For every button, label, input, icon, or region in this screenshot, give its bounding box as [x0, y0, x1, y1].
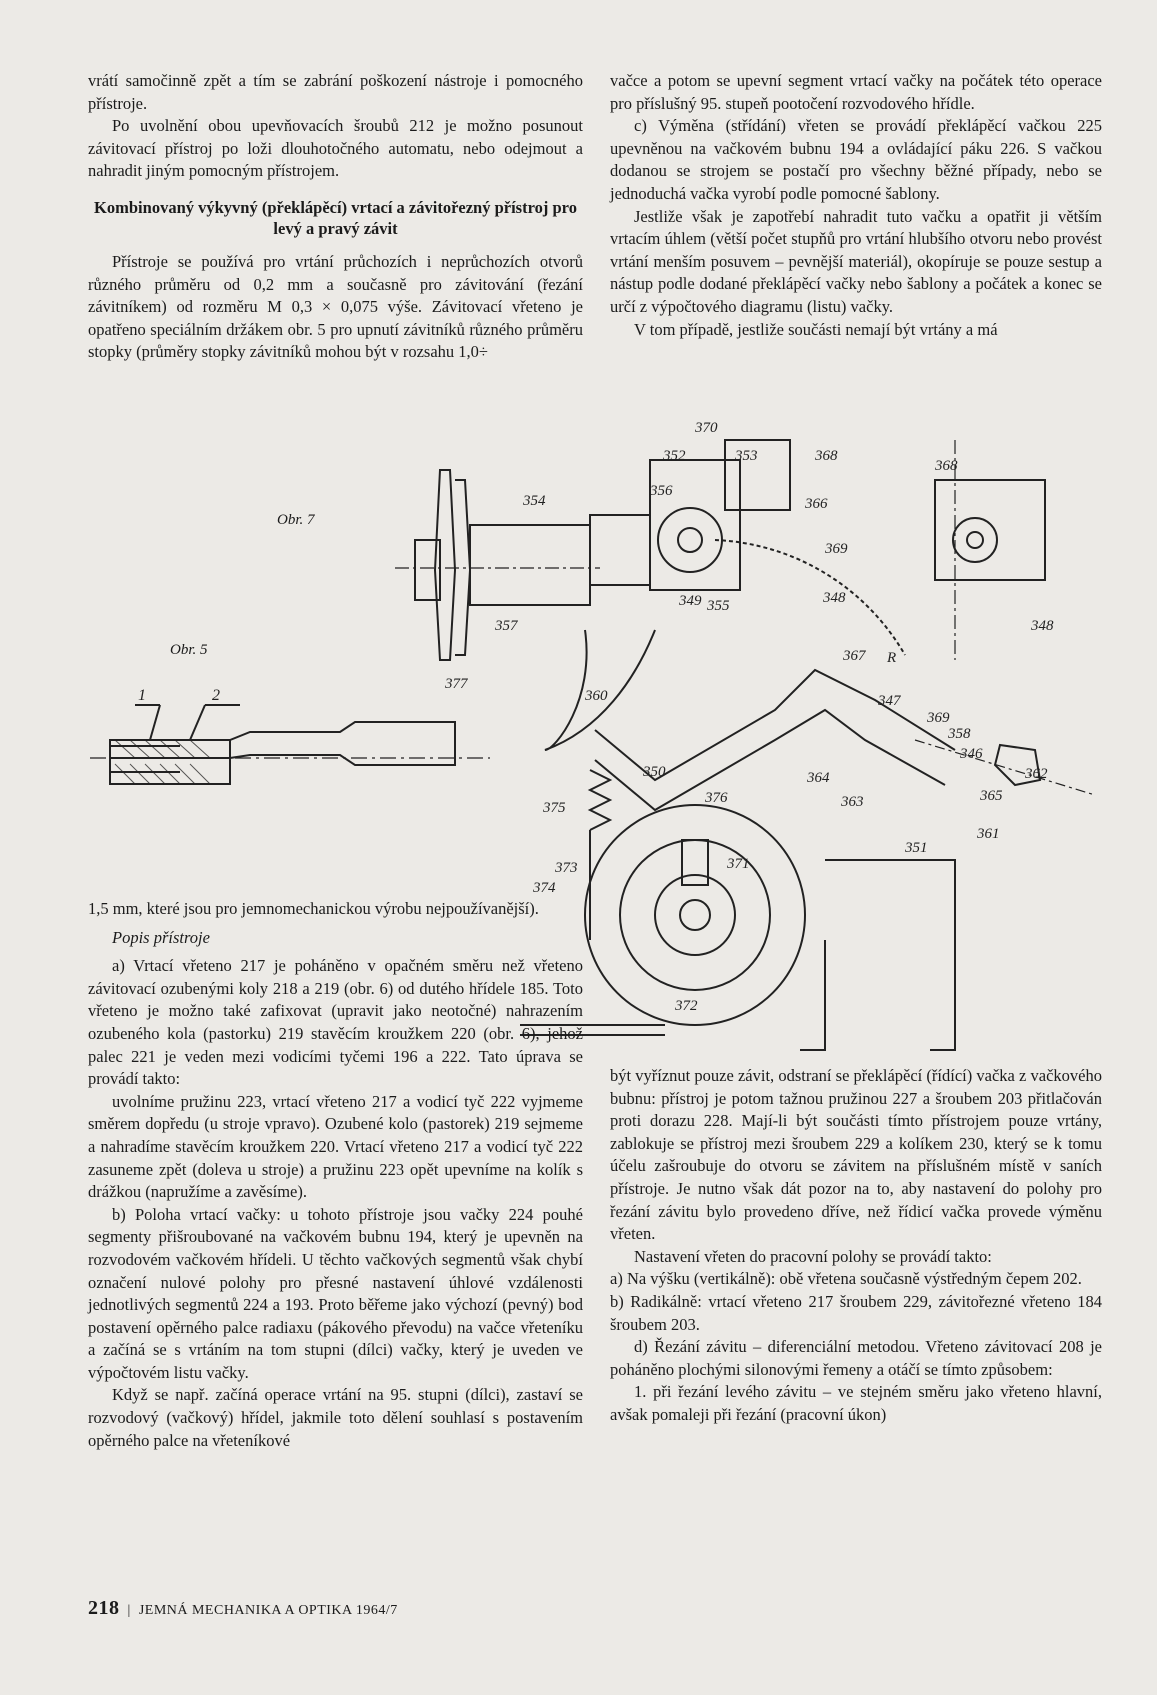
- section-heading: Kombinovaný výkyvný (překlápěcí) vrtací a závitořezný přístroj pro levý a pravý závit: [94, 197, 577, 238]
- paragraph: Jestliže však je zapotřebí nahradit tuto vačku a opatřit ji větším vrtacím úhlem (větší počet stupňů pro vrtání hlubšího otvoru nebo provést vrtání menším posuvem – pevnější materiál), okopíruje se pouze sestup a nástup podle dodané překlápěcí vačky nebo šablony a počátek a konec se určí z výpočtového diagramu (listu) vačky.: [610, 206, 1102, 316]
- figure-label: 2: [212, 687, 220, 704]
- figure-label: 377: [445, 676, 468, 692]
- left-column-bottom: [88, 898, 583, 1452]
- figure-label: 369: [825, 541, 848, 557]
- paragraph: d) Řezání závitu – diferenciální metodou. Vřeteno závitovací 208 je poháněno plochými silonovými řemeny a otáčí se tímto způsobem:: [610, 1337, 1102, 1379]
- figure-label: 350: [643, 764, 666, 780]
- page-number: 218: [88, 1597, 120, 1619]
- page-footer: [88, 1597, 398, 1620]
- figure-label: 353: [735, 448, 758, 464]
- paragraph: b) Radikálně: vrtací vřeteno 217 šroubem 229, závitořezné vřeteno 184 šroubem 203.: [610, 1291, 1102, 1334]
- figure-label: 373: [555, 860, 578, 876]
- left-column-top: [88, 70, 583, 364]
- right-column-top: [610, 70, 1102, 341]
- figure-label: 368: [935, 458, 958, 474]
- figure-caption-obr7: Obr. 7: [277, 512, 315, 528]
- footer-separator: |: [127, 1603, 131, 1618]
- figure-label: 361: [977, 826, 1000, 842]
- paragraph: uvolníme pružinu 223, vrtací vřeteno 217 a vodicí tyč 222 vyjmeme směrem dopředu (u stroje vpravo). Ozubené kolo (pastorek) 219 sejmeme a nahradíme stavěcím kroužkem 220. Vrtací vřeteno 217 a vodicí tyč 222 zasuneme zpět (doleva u stroje) a pružinu 223 opět upevníme na kolík s drážkou (napružíme a zavěsíme).: [88, 1091, 583, 1202]
- figure-label: 347: [878, 693, 901, 709]
- figure-label: 354: [523, 493, 546, 509]
- journal-title: JEMNÁ MECHANIKA A OPTIKA 1964/7: [138, 1603, 398, 1618]
- subheading: Popis přístroje: [112, 927, 210, 947]
- paragraph: být vyříznut pouze závit, odstraní se překlápěcí (řídící) vačka z vačkového bubnu: přístroj je potom tažnou pružinou 227 a šroubem 203 přitlačován proti dorazu 228. Mají-li být součásti tímto přístrojem pouze vrtány, zablokuje se přístroj mezi šroubem 229 a kolíkem 230, který se k tomu účelu zašroubuje do otvoru se závitem na příslušném místě v saních přístroje. Je nutno však dát pozor na to, aby nastavení do polohy pro řezání závitu bylo provedeno dříve, než řídicí vačka provede výměnu vřeten.: [610, 1066, 1102, 1244]
- paragraph: Po uvolnění obou upevňovacích šroubů 212 je možno posunout závitovací přístroj po loži dlouhotočného automatu, nebo odejmout a nahradit jiným pomocným přístrojem.: [88, 116, 583, 181]
- figure-label: 360: [585, 688, 608, 704]
- paragraph: a) Vrtací vřeteno 217 je poháněno v opačném směru než vřeteno závitovací ozubenými koly 218 a 219 (obr. 6) od dutého hřídele 185. Toto vřeteno je možno také zafixovat (upravit jako neotočné) nahrazením ozubeného kola (pastorku) 219 stavěcím kroužkem 220 (obr. 6), jehož palec 221 je veden mezi vodicími tyčemi 196 a 222. Tato úprava se provádí takto:: [88, 956, 583, 1089]
- figure-label: 371: [727, 856, 750, 872]
- figure-label: 1: [138, 687, 146, 704]
- figure-label: 367: [843, 648, 866, 664]
- figure-label: 376: [705, 790, 728, 806]
- figure-label: 374: [533, 880, 556, 896]
- paragraph: Když se např. začíná operace vrtání na 95. stupni (dílci), zastaví se rozvodový (vačkový) hřídel, jakmile toto dělení souhlasí s postavením opěrného palce na vřeteníkové: [88, 1385, 583, 1450]
- figure-caption-obr5: Obr. 5: [170, 642, 208, 658]
- figure-label: 346: [960, 746, 983, 762]
- paragraph: vrátí samočinně zpět a tím se zabrání poškození nástroje i pomocného přístroje.: [88, 71, 583, 113]
- figure-label: 356: [650, 483, 673, 499]
- figure-label: 372: [675, 998, 698, 1014]
- figure-label: 355: [707, 598, 730, 614]
- paragraph: vačce a potom se upevní segment vrtací vačky na počátek této operace pro příslušný 95. stupeň pootočení rozvodového hřídle.: [610, 71, 1102, 113]
- paragraph: Nastavení vřeten do pracovní polohy se provádí takto:: [634, 1246, 992, 1266]
- paragraph: 1. při řezání levého závitu – ve stejném směru jako vřeteno hlavní, avšak pomaleji při řezání (pracovní úkon): [610, 1382, 1102, 1424]
- figure-label: 369: [927, 710, 950, 726]
- figure-label: 368: [815, 448, 838, 464]
- figure-label: 348: [823, 590, 846, 606]
- figure-label: 366: [805, 496, 828, 512]
- figure-label: 365: [980, 788, 1003, 804]
- figure-label: 363: [841, 794, 864, 810]
- figure-label: R: [887, 650, 897, 666]
- paragraph: b) Poloha vrtací vačky: u tohoto přístroje jsou vačky 224 pouhé segmenty přišroubované na vačkovém bubnu 194, který je upevněn na rozvodovém vačkovém hřídeli. U těchto vačkových segmentů však chybí označení nulové polohy pro přesné nastavení úhlové vzdálenosti jednotlivých segmentů 224 a 193. Proto běřeme jako výchozí (pevný) bod postavení opěrného palce radiaxu (pákového převodu) na vačce vřeteníku a začíná se s vrtáním na tom stupni (dílci) vačky, který je uveden ve výpočtovém listu vačky.: [88, 1204, 583, 1382]
- paragraph: 1,5 mm, které jsou pro jemnomechanickou výrobu nejpoužívanější).: [88, 899, 539, 918]
- figure-label: 352: [663, 448, 686, 464]
- figure-label: 357: [495, 618, 518, 634]
- paragraph: a) Na výšku (vertikálně): obě vřetena současně výstředným čepem 202.: [610, 1269, 1082, 1289]
- right-column-bottom: [610, 1065, 1102, 1427]
- paragraph: Přístroje se používá pro vrtání průchozích i neprůchozích otvorů různého průměru od 0,2 mm a současně pro závitování (řezání závitníkem) od rozměru M 0,3 × 0,075 výše. Závitovací vřeteno je opatřeno speciálním držákem obr. 5 pro upnutí závitníků různého průměru stopky (průměry stopky závitníků mohou být v rozsahu 1,0÷: [88, 251, 583, 362]
- figure-label: 362: [1025, 766, 1048, 782]
- figure-label: 349: [679, 593, 702, 609]
- figure-label: 375: [543, 800, 566, 816]
- figure-label: 358: [948, 726, 971, 742]
- figure-label: 351: [905, 840, 928, 856]
- paragraph: V tom případě, jestliže součásti nemají být vrtány a má: [634, 319, 998, 339]
- figure-label: 370: [695, 420, 718, 436]
- figure-label: 348: [1031, 618, 1054, 634]
- paragraph: c) Výměna (střídání) vřeten se provádí překlápěcí vačkou 225 upevněnou na vačkovém bubnu 194 a ovládající páku 226. S vačkou dodanou se strojem se postačí pro všechny běžné případy, nebo se jednoduchá vačka vyrobí podle pomocné šablony.: [610, 116, 1102, 203]
- figure-label: 364: [807, 770, 830, 786]
